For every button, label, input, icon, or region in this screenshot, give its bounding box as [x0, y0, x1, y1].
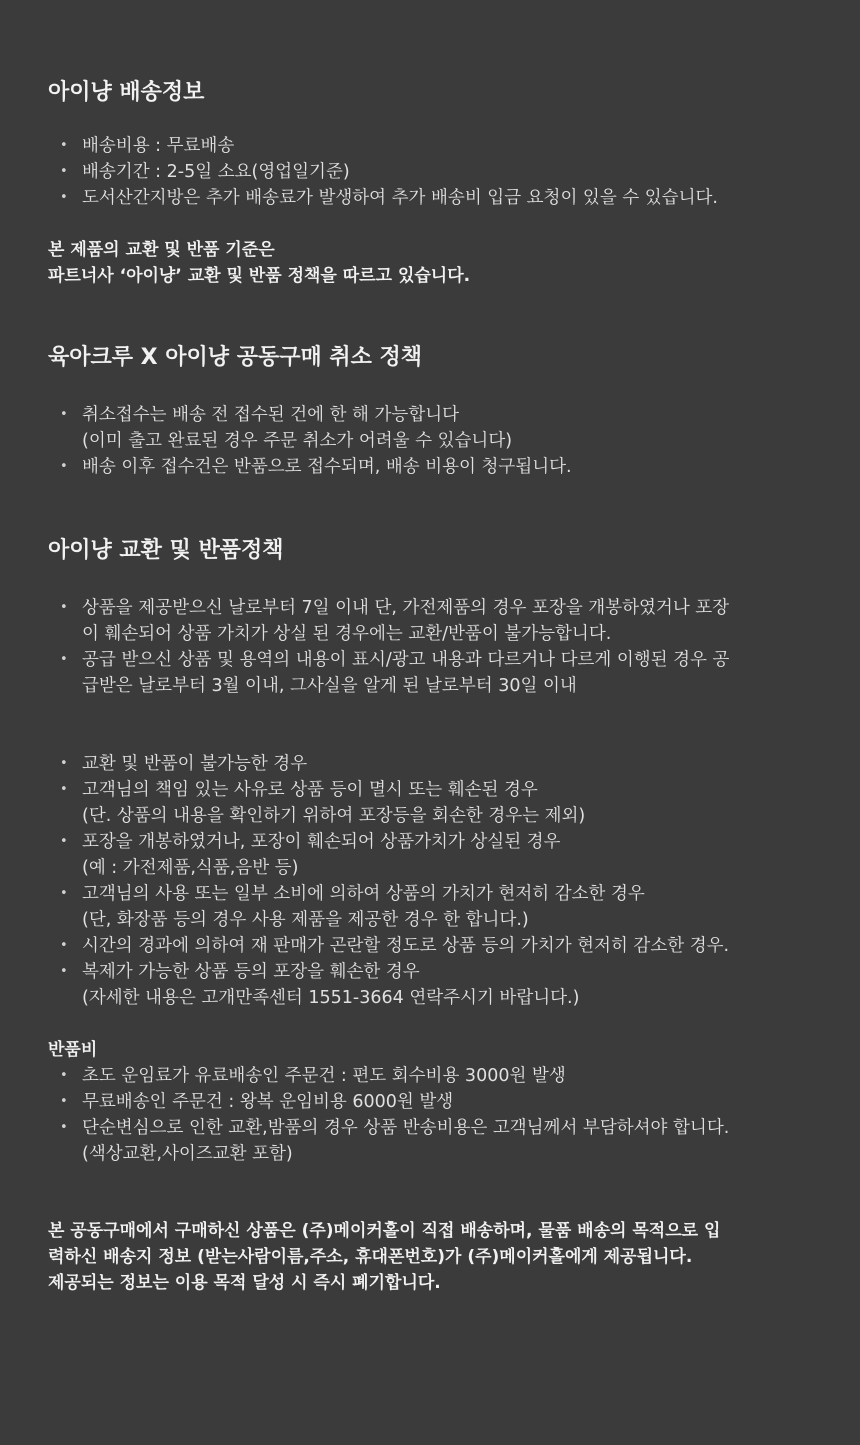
- list-item-text: (예 : 가전제품,식품,음반 등): [82, 858, 299, 878]
- list-item-text: (단, 화장품 등의 경우 사용 제품을 제공한 경우 한 합니다.): [82, 910, 529, 930]
- list-item: [48, 881, 818, 933]
- list-item: [48, 647, 818, 699]
- list-item-text: (이미 출고 완료된 경우 주문 취소가 어려울 수 있습니다): [82, 431, 513, 451]
- list-item: [48, 1089, 818, 1115]
- list-item-text: • 단순변심으로 인한 교환,밤품의 경우 상품 반송비용은 고객님께서 부담하셔야 합니다.: [82, 1118, 730, 1138]
- cancel-policy-title: 육아크루 X 아이냥 공동구매 취소 정책: [48, 345, 423, 370]
- list-item: [48, 777, 818, 829]
- shipping-title: 아이냥 배송정보: [48, 80, 205, 105]
- return-fee-label: 반품비: [48, 1040, 98, 1060]
- notice-line: 본 제품의 교환 및 반품 기준은: [48, 240, 275, 260]
- list-item: [48, 133, 818, 159]
- list-item-text: 무료배송인 주문건 : 왕복 운임비용 6000원 발생: [82, 1092, 454, 1112]
- list-item-text: 배송비용 : 무료배송: [82, 136, 235, 156]
- list-item-text: 급받은 날로부터 3월 이내, 그사실을 알게 된 날로부터 30일 이내: [82, 676, 577, 696]
- list-item-text: 교환 및 반품이 불가능한 경우: [82, 754, 308, 774]
- list-item-text: (색상교환,사이즈교환 포함): [82, 1144, 293, 1164]
- privacy-notice: [48, 1218, 720, 1296]
- list-item-text: 이 훼손되어 상품 가치가 상실 된 경우에는 교환/반품이 불가능합니다.: [82, 624, 612, 644]
- list-item: [48, 959, 818, 1011]
- list-item-text: 배송기간 : 2-5일 소요(영업일기준): [82, 162, 350, 182]
- list-item-text: (단. 상품의 내용을 확인하기 위하여 포장등을 회손한 경우는 제외): [82, 806, 586, 826]
- list-item: [48, 595, 818, 647]
- list-item: [48, 829, 818, 881]
- notice-line: 파트너사 ‘아이냥’ 교환 및 반품 정책을 따르고 있습니다.: [48, 266, 471, 286]
- list-item-text: • 복제가 가능한 상품 등의 포장을 훼손한 경우: [82, 962, 420, 982]
- privacy-line: 력하신 배송지 정보 (받는사람이름,주소, 휴대폰번호)가 (주)메이커홀에게 제공됩니다.: [48, 1247, 693, 1267]
- list-item-text: • 취소접수는 배송 전 접수된 건에 한 해 가능합니다: [82, 405, 460, 425]
- list-item-text: • 고객님의 사용 또는 일부 소비에 의하여 상품의 가치가 현저히 감소한 경우: [82, 884, 645, 904]
- list-item: [48, 933, 818, 959]
- list-item: [48, 185, 818, 211]
- list-item-text: 초도 운임료가 유료배송인 주문건 : 편도 회수비용 3000원 발생: [82, 1066, 566, 1086]
- privacy-line: 제공되는 정보는 이용 목적 달성 시 즉시 폐기합니다.: [48, 1273, 441, 1293]
- list-item-text: • 상품을 제공받으신 날로부터 7일 이내 단, 가전제품의 경우 포장을 개봉하였거나 포장: [82, 598, 730, 618]
- list-item-text: 배송 이후 접수건은 반품으로 접수되며, 배송 비용이 청구됩니다.: [82, 457, 572, 477]
- exchange-standard-notice: [48, 237, 470, 289]
- list-item: [48, 1063, 818, 1089]
- list-item-text: (자세한 내용은 고개만족센터 1551-3664 연락주시기 바랍니다.): [82, 988, 580, 1008]
- list-item-text: • 공급 받으신 상품 및 용역의 내용이 표시/광고 내용과 다르거나 다르게 이행된 경우 공: [82, 650, 730, 670]
- privacy-line: 본 공동구매에서 구매하신 상품은 (주)메이커홀이 직접 배송하며, 물품 배송의 목적으로 입: [48, 1221, 721, 1241]
- list-item: [48, 159, 818, 185]
- list-item-text: • 고객님의 책임 있는 사유로 상품 등이 멸시 또는 훼손된 경우: [82, 780, 538, 800]
- list-item: [48, 751, 818, 777]
- list-item-text: • 포장을 개봉하였거나, 포장이 훼손되어 상품가치가 상실된 경우: [82, 832, 561, 852]
- list-item: [48, 1115, 818, 1167]
- list-item: [48, 454, 818, 480]
- cancel-policy-list: [48, 402, 818, 480]
- list-item-text: 시간의 경과에 의하여 재 판매가 곤란할 정도로 상품 등의 가치가 현저히 감소한 경우.: [82, 936, 730, 956]
- return-fee-list: [48, 1063, 818, 1167]
- shipping-list: [48, 133, 818, 211]
- not-allowed-list: [48, 751, 818, 1011]
- exchange-policy-list: [48, 595, 818, 699]
- list-item-text: 도서산간지방은 추가 배송료가 발생하여 추가 배송비 입금 요청이 있을 수 있습니다.: [82, 188, 718, 208]
- list-item: [48, 402, 818, 454]
- exchange-policy-title: 아이냥 교환 및 반품정책: [48, 538, 284, 563]
